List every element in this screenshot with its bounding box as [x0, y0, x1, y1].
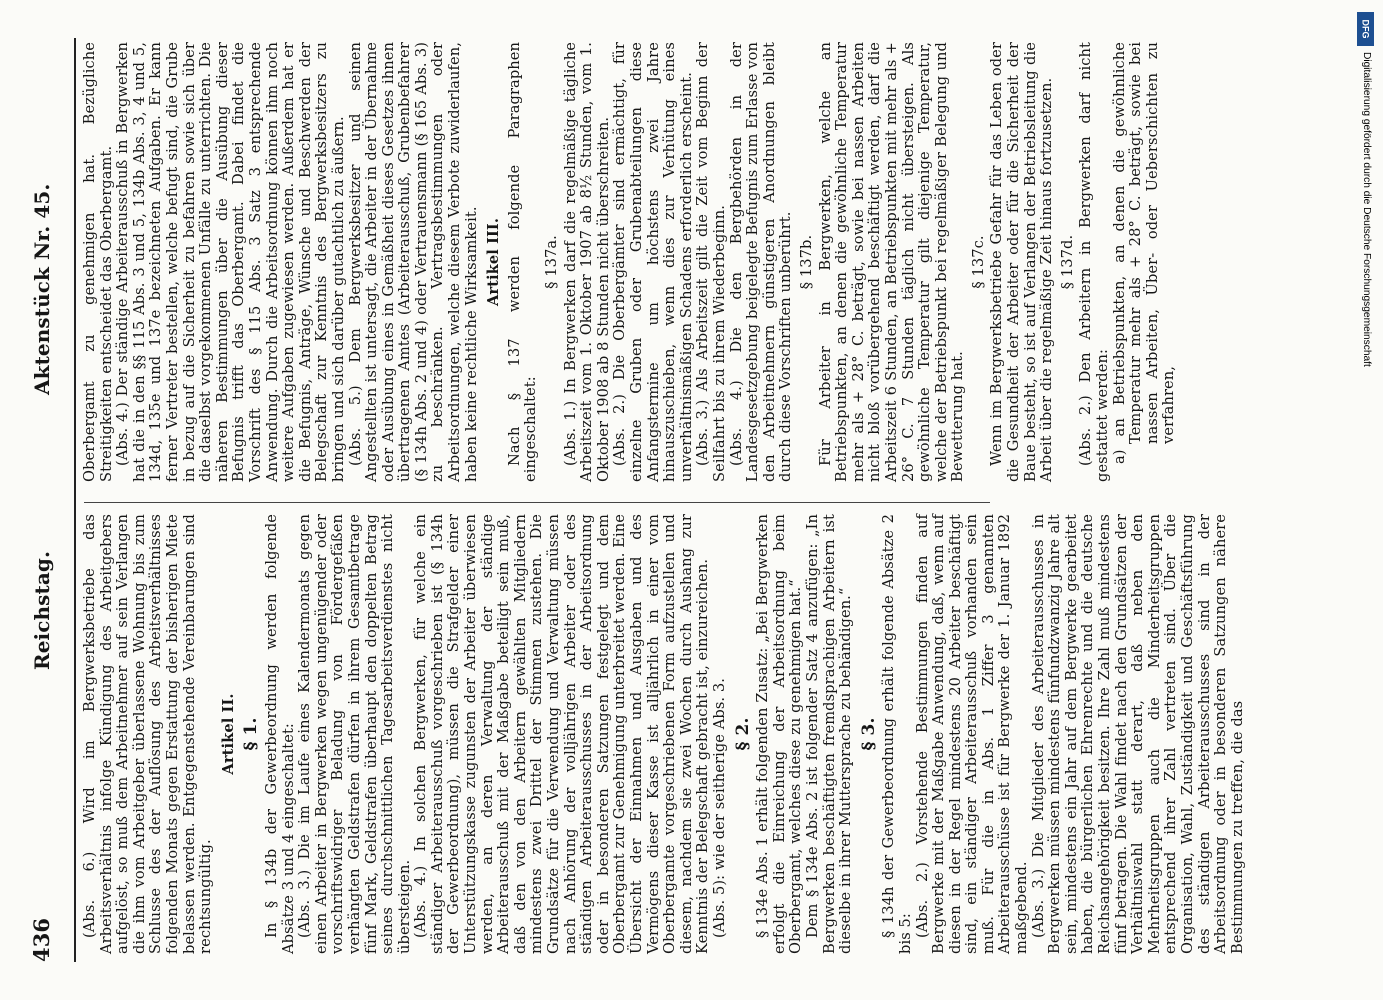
paragraph: Für Arbeiter in Bergwerken, welche an Betriebspunkten, an denen die gewöhnliche Temperatur mehr als + 28° C. beträgt, sowie bei nassen Arbeiten nicht bloß vorübergehend beschäftigt werden, darf die Arbeitszeit 6 Stunden, an Betriebspunkten mit mehr als + 26° C. 7 Stunden täglich nicht übersteigen. Als gewöhnliche Temperatur gilt diejenige Temperatur, welche der Betriebspunkt bei regelmäßiger Belegung und Bewetterung hat.: [816, 42, 967, 482]
paragraph: (Abs. 5.) Dem Bergwerksbesitzer und seinen Angestellten ist untersagt, die Arbeiter in der Übernahme oder Ausübung eines in Gemäßheit dieses Gesetzes ihnen übertragenen Amtes (Arbeiterausschuß, Grubenbefahrer (§ 134h Abs. 2 und 4) oder Vertrauensmann (§ 165 Abs. 3) zu beschränken. Vertragsbestimmungen oder Arbeitsordnungen, welche diesem Verbote zuwiderlaufen, haben keine rechtliche Wirksamkeit.: [346, 42, 480, 482]
paragraph: (Abs. 3.) Als Arbeitszeit gilt die Zeit vom Beginn der Seilfahrt bis zu ihrem Wiederbeginn.: [694, 42, 728, 482]
paragraph: (Abs. 5): wie der seitherige Abs. 3.: [710, 677, 728, 938]
paragraph: § 134e Abs. 1 erhält folgenden Zusatz: „Bei Bergwerken erfolgt die Einreichung der Arbeitsordnung beim Oberbergamt, welches diese zu genehmigen hat.“: [754, 514, 805, 954]
paragraph: (Abs. 3.) Die im Laufe eines Kalendermonats gegen einen Arbeiter in Bergwerken wegen ungenügender oder vorschriftswidriger Beladung von Fördergefäßen verhängten Geldstrafen dürfen in ihrem Gesamtbetrage fünf Mark, Geldstrafen überhaupt den doppelten Betrag seines durchschnittlichen Tagesarbeitsverdienstes nicht übersteigen.: [296, 514, 413, 954]
section-heading: § 3.: [858, 717, 879, 751]
section-heading: § 1.: [241, 717, 262, 751]
list-item: a) an Betriebspunkten, an denen die gewöhnliche Temperatur mehr als + 28° C. beträgt, sowie bei nassen Arbeiten, Über- oder Ueberschichten zu verfahren,: [1110, 42, 1178, 464]
paragraph: § 134h der Gewerbeordnung erhält folgende Absätze 2 bis 5:: [880, 514, 914, 954]
paragraph: Nach § 137 werden folgende Paragraphen eingeschaltet:: [505, 42, 540, 482]
article-heading: Artikel III.: [485, 217, 503, 307]
paragraph: (Abs. 3.) Die Mitglieder des Arbeiterausschusses in Bergwerken müssen mindestens fünfundzwanzig Jahre alt sein, mindestens ein Jahr auf dem Bergwerke gearbeitet haben, die bürgerlichen Ehrenrechte und die deutsche Reichsangehörigkeit besitzen. Ihre Zahl muß mindestens fünf betragen. Die Wahl findet nach den Grundsätzen der Verhältniswahl statt derart, daß neben den Mehrheitsgruppen auch die Minderheitsgruppen entsprechend ihrer Zahl vertreten sind. Über die Organisation, Wahl, Zuständigkeit und Geschäftsführung des ständigen Arbeiterausschusses sind in der Arbeitsordnung oder in besonderen Satzungen nähere Bestimmungen zu treffen, die das: [1029, 514, 1246, 954]
paragraph: (Abs. 2.) Vorstehende Bestimmungen finden auf Bergwerke mit der Maßgabe Anwendung, daß, wenn auf diesen in der Regel mindestens 20 Arbeiter beschäftigt sind, ein ständiger Arbeiterausschuß vorhanden sein muß. Für die in Abs. 1 Ziffer 3 genannten Arbeiterausschüsse ist für Bergwerke der 1. Januar 1892 maßgebend.: [913, 514, 1031, 954]
paragraph: (Abs. 6.) Wird im Bergwerksbetriebe das Arbeitsverhältnis infolge Kündigung des Arbeitgebers aufgelöst, so muß dem Arbeitnehmer auf sein Verlangen die ihm vom Arbeitgeber überlassene Wohnung bis zum Schlusse des der Auflösung des Arbeitsverhältnisses folgenden Monats gegen Erstattung der bisherigen Miete belassen werden. Entgegenstehende Vereinbarungen sind rechtsungültig.: [81, 514, 215, 954]
header-rule: [74, 38, 76, 962]
paragraph: In § 134b der Gewerbeordnung werden folgende Absätze 3 und 4 eingeschaltet:: [262, 514, 297, 954]
section-heading: § 137d.: [1058, 234, 1076, 290]
paragraph: Dem § 134e Abs. 2 ist folgender Satz 4 anzufügen: „In Bergwerken beschäftigten fremdsprachigen Arbeitern ist dieselbe in ihrer Muttersprache zu behändigen.“: [803, 514, 855, 954]
dfg-logo: [1357, 12, 1374, 46]
section-heading: § 137b.: [797, 234, 815, 290]
digitization-note: [1353, 8, 1379, 992]
article-heading: Artikel II.: [219, 693, 237, 775]
paragraph: (Abs. 2.) Die Oberbergämter sind ermächtigt, für einzelne Gruben oder Grubenabteilungen diese Anfangstermine um höchstens zwei Jahre hinauszuschieben, wenn dies zur Verhütung eines unverhältnismäßigen Schadens erforderlich erscheint.: [611, 42, 695, 482]
right-column: [82, 42, 1178, 482]
digitization-credit: Digitalisierung gefördert durch die Deutsche Forschungsgemeinschaft: [1361, 52, 1372, 367]
dfg-logo-text: DFG: [1360, 19, 1371, 39]
header-right-title: Aktenstück Nr. 45.: [30, 183, 54, 395]
paragraph: (Abs. 4.) Die den Bergbehörden in der Landesgesetzgebung beigelegte Befugnis zum Erlasse von den Arbeitnehmern günstigeren Anordnungen bleibt durch diese Vorschriften unberührt.: [727, 42, 795, 482]
paragraph: (Abs. 2.) Den Arbeitern in Bergwerken darf nicht gestattet werden:: [1077, 42, 1112, 482]
section-heading: § 137c.: [969, 235, 987, 289]
header-left-title: Reichstag.: [30, 550, 54, 670]
page-number: 436: [29, 917, 54, 962]
page-header: [29, 0, 74, 1000]
section-heading: § 2.: [732, 717, 753, 751]
paragraph: Oberbergamt zu genehmigen hat. Bezügliche Streitigkeiten entscheidet das Oberbergamt.: [81, 42, 115, 482]
paragraph: (Abs. 4.) Der ständige Arbeiterausschuß in Bergwerken hat die in den §§ 115 Abs. 3 und 5, 134b Abs. 3, 4 und 5, 134d, 135e und 137e bezeichneten Aufgaben. Er kann ferner Vertreter bestellen, welche befugt sind, die Grube in bezug auf die Sicherheit zu befahren sowie sich über die daselbst vorgekommenen Unfälle zu unterrichten. Die näheren Bestimmungen über die Ausübung dieser Befugnis trifft das Oberbergamt. Dabei findet die Vorschrift des § 115 Abs. 3 Satz 3 entsprechende Anwendung. Durch die Arbeitsordnung können ihm noch weitere Aufgaben zugewiesen werden. Außerdem hat er die Befugnis, Anträge, Wünsche und Beschwerden der Belegschaft zur Kenntnis des Bergwerksbesitzers zu bringen und sich darüber gutachtlich zu äußern.: [114, 42, 347, 482]
section-heading: § 137a.: [543, 235, 561, 289]
column-divider: [84, 502, 990, 503]
paragraph: (Abs. 1.) In Bergwerken darf die regelmäßige tägliche Arbeitszeit vom 1. Oktober 1907 ab 8½ Stunden, vom 1. Oktober 1908 ab 8 Stunden nicht überschreiten.: [561, 42, 612, 482]
paragraph: (Abs. 4.) In solchen Bergwerken, für welche ein ständiger Arbeiterausschuß vorgeschrieben ist (§ 134h der Gewerbeordnung), müssen die Strafgelder einer Unterstützungskasse zugunsten der Arbeiter überwiesen werden, an deren Verwaltung der ständige Arbeiterausschuß mit der Maßgabe beteiligt sein muß, daß den von den Arbeitern gewählten Mitgliedern mindestens zwei Drittel der Stimmen zustehen. Die Grundsätze für die Verwendung und Verwaltung müssen nach Anhörung der volljährigen Arbeiter oder des ständigen Arbeiterausschusses in der Arbeitsordnung oder in besonderen Satzungen festgelegt und dem Oberbergamt zur Genehmigung unterbreitet werden. Eine Übersicht der Einnahmen und Ausgaben und des Vermögens dieser Kasse ist alljährlich in einer vom Oberbergamte vorgeschriebenen Form aufzustellen und diesem, nachdem sie zwei Wochen durch Aushang zur Kenntnis der Belegschaft gebracht ist, einzureichen.: [412, 514, 712, 954]
left-column: [82, 514, 1246, 954]
paragraph: Wenn im Bergwerksbetriebe Gefahr für das Leben oder die Gesundheit der Arbeiter oder für die Sicherheit der Baue besteht, so ist auf Verlangen der Betriebsleitung die Arbeit über die regelmäßige Zeit hinaus fortzusetzen.: [988, 42, 1056, 482]
